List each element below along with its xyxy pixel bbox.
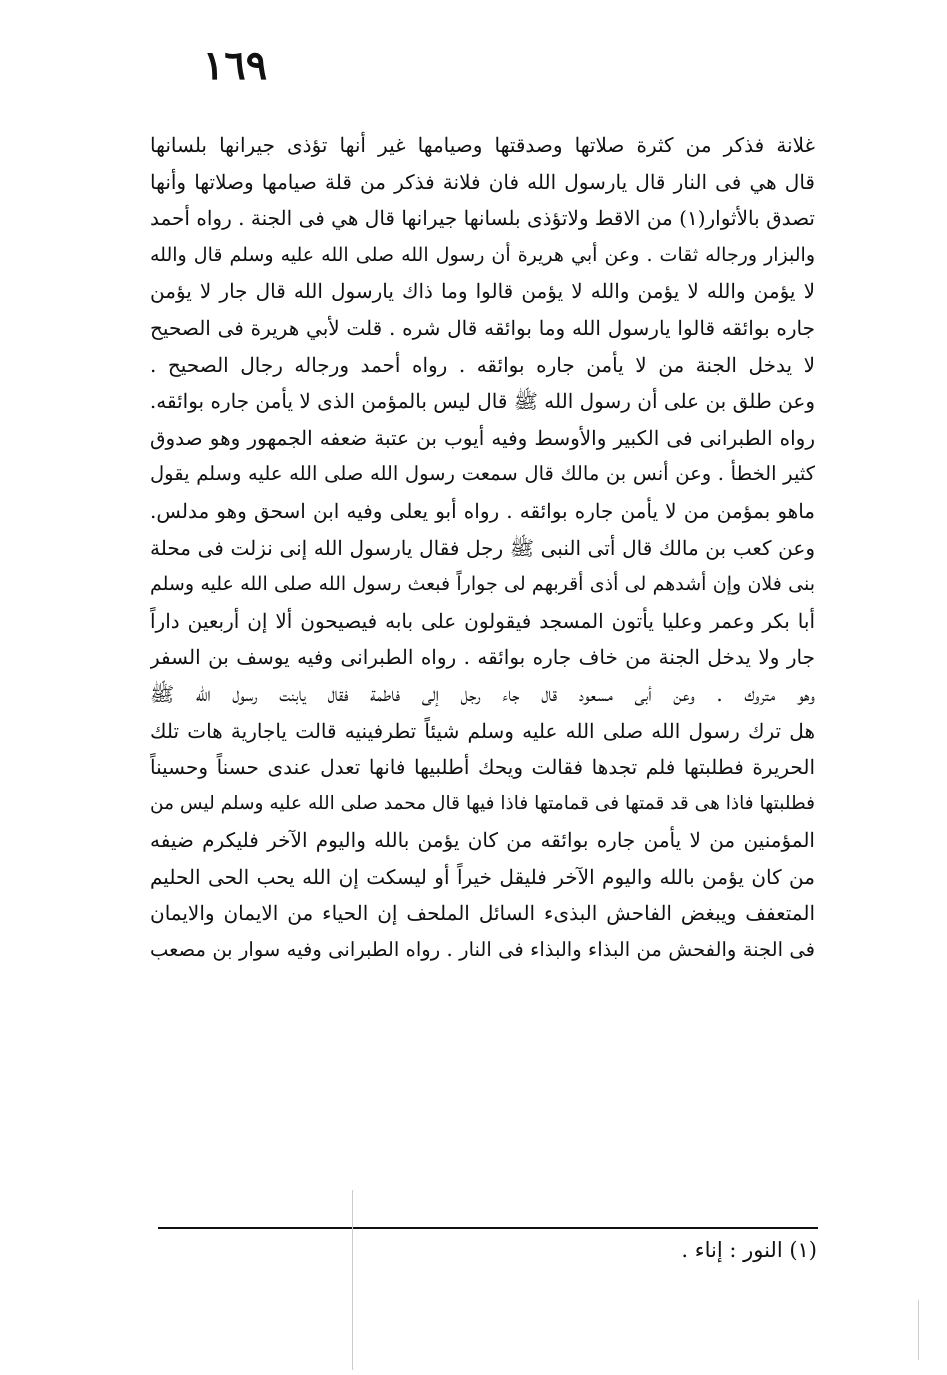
text-line: ماهو بمؤمن من لا يأمن جاره بوائقه . رواه أبو يعلى وفيه ابن اسحق وهو مدلس. bbox=[150, 498, 815, 523]
scan-edge-mark bbox=[352, 1190, 353, 1370]
text-line: فى الجنة والفحش من البذاء والبذاء فى النار . رواه الطبرانى وفيه سوار بن مصعب bbox=[150, 938, 815, 962]
text-line: قال هي فى النار قال يارسول الله فان فلانة فذكر من قلة صيامها وصلاتها وأنها bbox=[150, 169, 815, 194]
text-line: هل ترك رسول الله صلى الله عليه وسلم شيئاً تطرفينيه قالت ياجارية هات تلك bbox=[150, 718, 815, 743]
text-line: المؤمنين من لا يأمن جاره بوائقه من كان يؤمن بالله واليوم الآخر فليكرم ضيفه bbox=[150, 828, 815, 853]
text-line: الحريرة فطلبتها فلم تجدها فقالت ويحك أطلبيها فانها تعدل عندى حسناً وحسيناً bbox=[150, 755, 815, 780]
page-number: ١٦٩ bbox=[202, 42, 268, 89]
text-line: لا يؤمن والله لا يؤمن والله لا يؤمن قالوا وما ذاك يارسول الله قال جار لا يؤمن bbox=[150, 279, 815, 304]
text-line: غلانة فذكر من كثرة صلاتها وصدقتها وصيامها غير أنها تؤذى جيرانها بلسانها bbox=[150, 133, 815, 157]
text-line: وعن طلق بن على أن رسول الله ﷺ قال ليس بالمؤمن الذى لا يأمن جاره بوائقه. bbox=[150, 389, 815, 414]
text-line: وهو متروك . وعن أبى مسعود قال جاء رجل إلى فاطمة فقال يابنت رسول الله ﷺ bbox=[150, 681, 815, 706]
footnote: (١) النور : إناء . bbox=[681, 1238, 817, 1262]
text-line: والبزار ورجاله ثقات . وعن أبي هريرة أن رسول الله صلى الله عليه وسلم قال والله bbox=[150, 243, 815, 266]
text-line: كثير الخطأ . وعن أنس بن مالك قال سمعت رسول الله صلى الله عليه وسلم يقول bbox=[150, 462, 815, 486]
text-line: المتعفف ويبغض الفاحش البذىء السائل الملحف إن الحياء من الايمان والايمان bbox=[150, 901, 815, 926]
text-line: وعن كعب بن مالك قال أتى النبى ﷺ رجل فقال يارسول الله إنى نزلت فى محلة bbox=[150, 535, 815, 560]
text-line: رواه الطبرانى فى الكبير والأوسط وفيه أيوب بن عتبة ضعفه الجمهور وهو صدوق bbox=[150, 425, 815, 450]
footnote-divider bbox=[158, 1227, 818, 1229]
main-text bbox=[150, 127, 815, 969]
text-line: بنى فلان وإن أشدهم لى أذى أقربهم لى جواراً فبعث رسول الله صلى الله عليه وسلم bbox=[150, 573, 815, 596]
text-line: جار ولا يدخل الجنة من خاف جاره بوائقه . رواه الطبرانى وفيه يوسف بن السفر bbox=[150, 645, 815, 670]
text-line: جاره بوائقه قالوا يارسول الله وما بوائقه قال شره . قلت لأبي هريرة فى الصحيح bbox=[150, 315, 815, 340]
text-line: فطلبتها فاذا هى قد قمتها فى قمامتها فاذا فيها قال محمد صلى الله عليه وسلم ليس من bbox=[150, 792, 815, 814]
scan-edge-mark bbox=[918, 1300, 919, 1360]
text-line: أبا بكر وعمر وعليا يأتون المسجد فيقولون على بابه فيصيحون ألا إن أربعين داراً bbox=[150, 608, 815, 633]
text-line: من كان يؤمن بالله واليوم الآخر فليقل خيراً أو ليسكت إن الله يحب الحى الحليم bbox=[150, 864, 815, 889]
text-line: لا يدخل الجنة من لا يأمن جاره بوائقه . رواه أحمد ورجاله رجال الصحيح . bbox=[150, 352, 815, 377]
text-line: تصدق بالأثوار(١) من الاقط ولاتؤذى بلسانها جيرانها قال هي فى الجنة . رواه أحمد bbox=[150, 206, 815, 231]
